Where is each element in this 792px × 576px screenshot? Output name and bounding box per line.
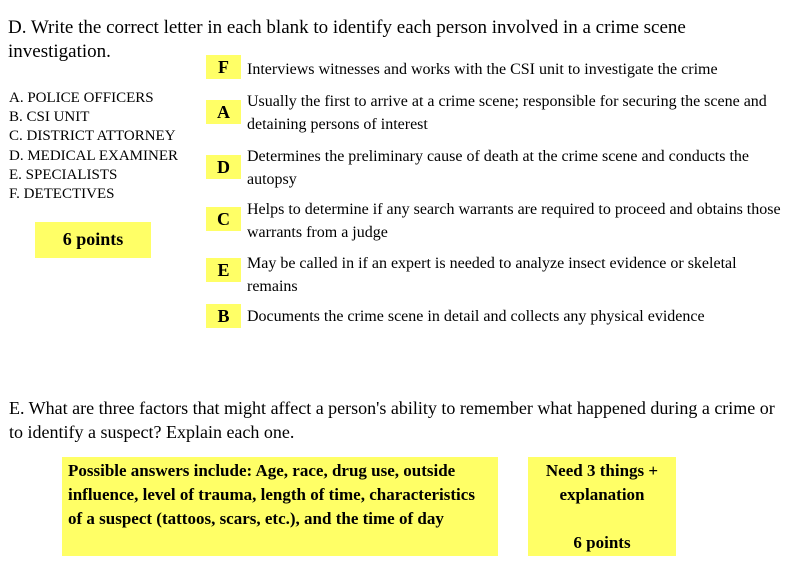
section-d-points-box: 6 points: [35, 222, 151, 258]
item-4-text: Helps to determine if any search warrants are required to proceed and obtains those warrants from a judge: [247, 201, 781, 241]
option-e: E. SPECIALISTS: [9, 166, 118, 183]
answer-blank-3[interactable]: D: [206, 155, 241, 179]
option-d: D. MEDICAL EXAMINER: [9, 147, 179, 164]
answer-blank-4[interactable]: C: [206, 207, 241, 231]
answer-blank-6[interactable]: B: [206, 304, 241, 328]
answer-blank-1[interactable]: F: [206, 55, 241, 79]
section-e-question: E. What are three factors that might affect a person's ability to remember what happened during a crime or to identify a suspect? Explain each one.: [9, 398, 775, 442]
answer-blank-5[interactable]: E: [206, 258, 241, 282]
option-b: B. CSI UNIT: [9, 109, 90, 126]
options-list: [9, 89, 178, 204]
option-a: A. POLICE OFFICERS: [9, 90, 154, 106]
section-e-points: 6 points: [573, 533, 631, 552]
item-5-text: May be called in if an expert is needed to analyze insect evidence or skeletal remains: [247, 255, 737, 295]
answer-blank-2[interactable]: A: [206, 100, 241, 124]
item-1-text: Interviews witnesses and works with the CSI unit to investigate the crime: [247, 61, 718, 78]
option-f: F. DETECTIVES: [9, 186, 115, 203]
requirement-text: Need 3 things + explanation: [545, 461, 659, 504]
item-3-text: Determines the preliminary cause of death at the crime scene and conducts the autopsy: [247, 148, 750, 188]
item-6-text: Documents the crime scene in detail and collects any physical evidence: [247, 308, 705, 325]
requirement-box: [528, 457, 676, 556]
option-c: C. DISTRICT ATTORNEY: [9, 128, 176, 145]
item-2-text: Usually the first to arrive at a crime scene; responsible for securing the scene and detaining persons of interest: [247, 93, 767, 133]
section-d-question: D. Write the correct letter in each blank to identify each person involved in a crime scene investigation.: [8, 17, 686, 62]
possible-answers-box: Possible answers include: Age, race, drug use, outside influence, level of trauma, length of time, characteristics of a suspect (tattoos, scars, etc.), and the time of day: [62, 457, 498, 556]
